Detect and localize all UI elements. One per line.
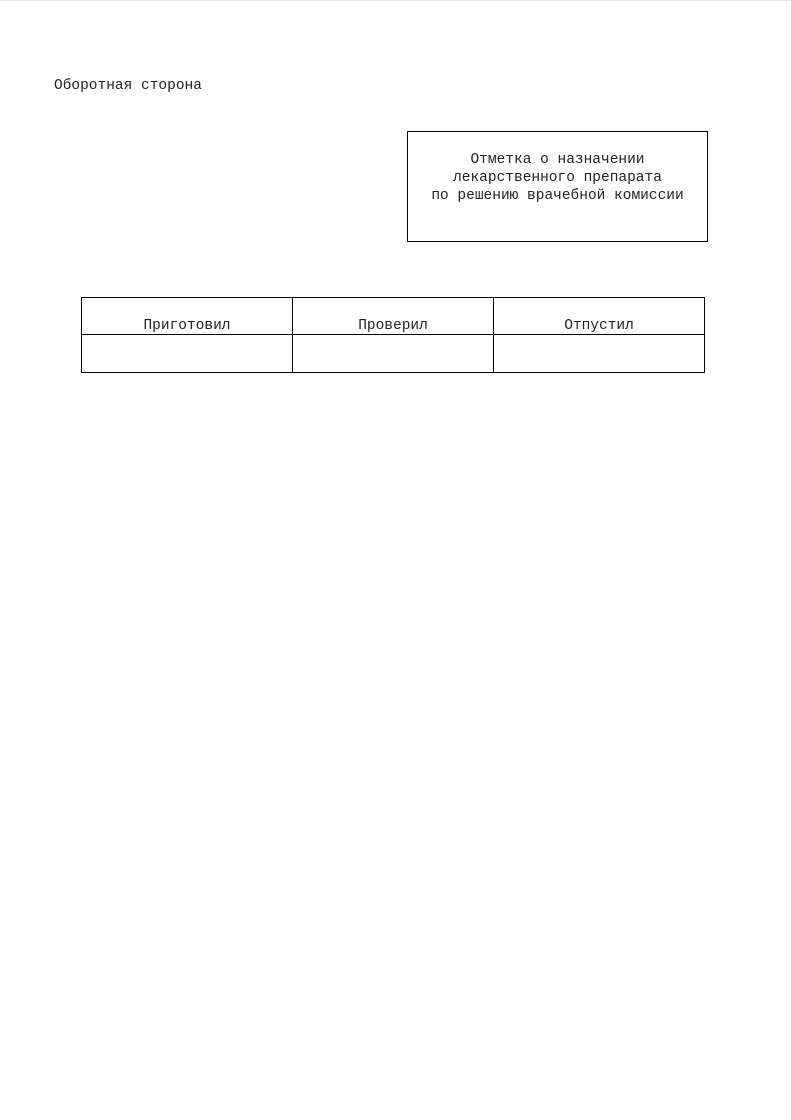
header-dispensed: Отпустил bbox=[494, 298, 705, 335]
header-prepared: Приготовил bbox=[82, 298, 293, 335]
prescription-mark-box bbox=[407, 131, 708, 242]
mark-line-2: лекарственного препарата bbox=[453, 170, 662, 186]
signature-table bbox=[81, 297, 705, 373]
header-checked: Проверил bbox=[293, 298, 494, 335]
signature-header-row bbox=[82, 298, 705, 335]
mark-line-1: Отметка о назначении bbox=[470, 152, 645, 168]
signature-cell-dispensed bbox=[494, 335, 705, 373]
signature-cell-checked bbox=[293, 335, 494, 373]
prescription-mark-text bbox=[408, 151, 707, 205]
signature-cell-prepared bbox=[82, 335, 293, 373]
mark-line-3: по решению врачебной комиссии bbox=[431, 188, 684, 204]
signature-blank-row bbox=[82, 335, 705, 373]
page-top-edge bbox=[0, 0, 792, 1]
side-label: Оборотная сторона bbox=[54, 78, 202, 94]
